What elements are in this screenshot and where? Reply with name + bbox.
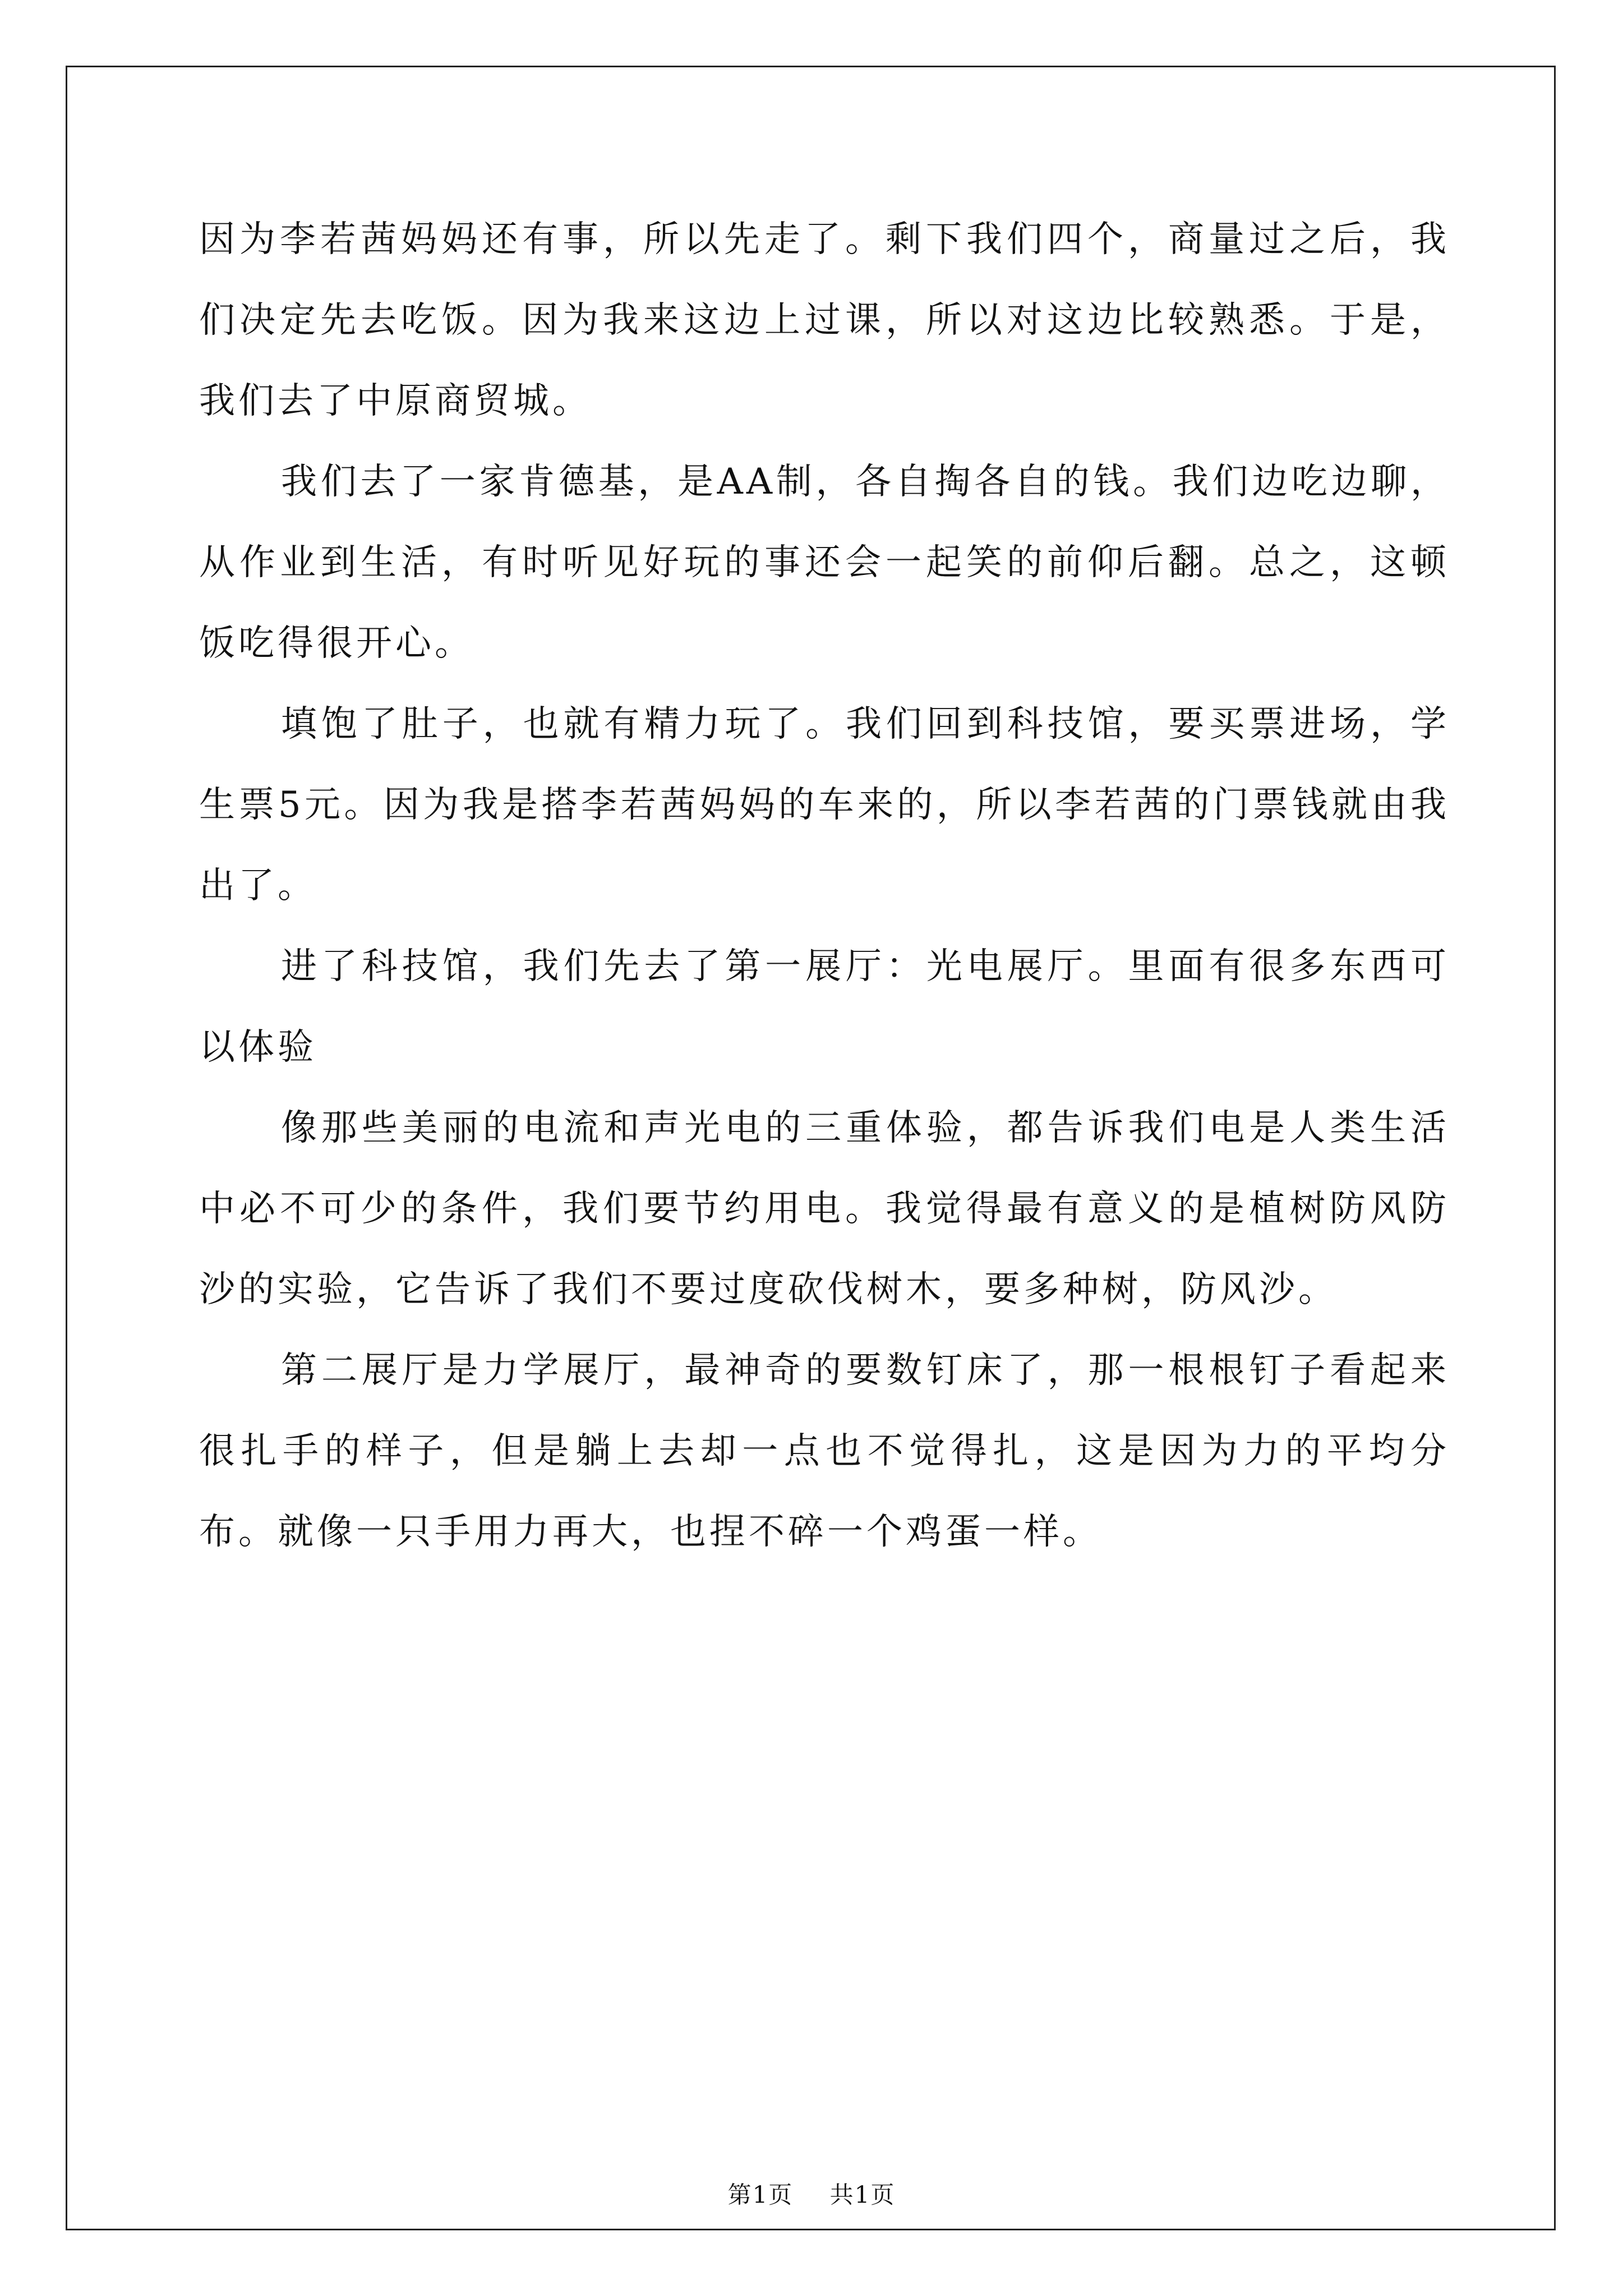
- paragraph-2: 我们去了一家肯德基，是AA制，各自掏各自的钱。我们边吃边聊，从作业到生活，有时听见好玩的事还会一起笑的前仰后翻。总之，这顿饭吃得很开心。: [199, 461, 1450, 664]
- paragraph-6: 第二展厅是力学展厅，最神奇的要数钉床了，那一根根钉子看起来很扎手的样子，但是躺上去却一点也不觉得扎，这是因为力的平均分布。就像一只手用力再大，也捏不碎一个鸡蛋一样。: [199, 1350, 1450, 1553]
- paragraph-1: 因为李若茜妈妈还有事，所以先走了。剩下我们四个，商量过之后，我们决定先去吃饭。因为我来这边上过课，所以对这边比较熟悉。于是，我们去了中原商贸城。: [199, 219, 1450, 422]
- page-number: 第1页: [727, 2181, 794, 2208]
- paragraph-4: 进了科技馆，我们先去了第一展厅：光电展厅。里面有很多东西可以体验: [199, 946, 1450, 1068]
- paragraph-3: 填饱了肚子，也就有精力玩了。我们回到科技馆，要买票进场，学生票5元。因为我是搭李若茜妈妈的车来的，所以李若茜的门票钱就由我出了。: [199, 703, 1450, 907]
- document-body: [199, 199, 1450, 1572]
- paragraph-5: 像那些美丽的电流和声光电的三重体验，都告诉我们电是人类生活中必不可少的条件，我们要节约用电。我觉得最有意义的是植树防风防沙的实验，它告诉了我们不要过度砍伐树木，要多种树，防风沙。: [199, 1107, 1450, 1310]
- page-footer: [0, 2177, 1623, 2210]
- page-total: 共1页: [829, 2181, 896, 2208]
